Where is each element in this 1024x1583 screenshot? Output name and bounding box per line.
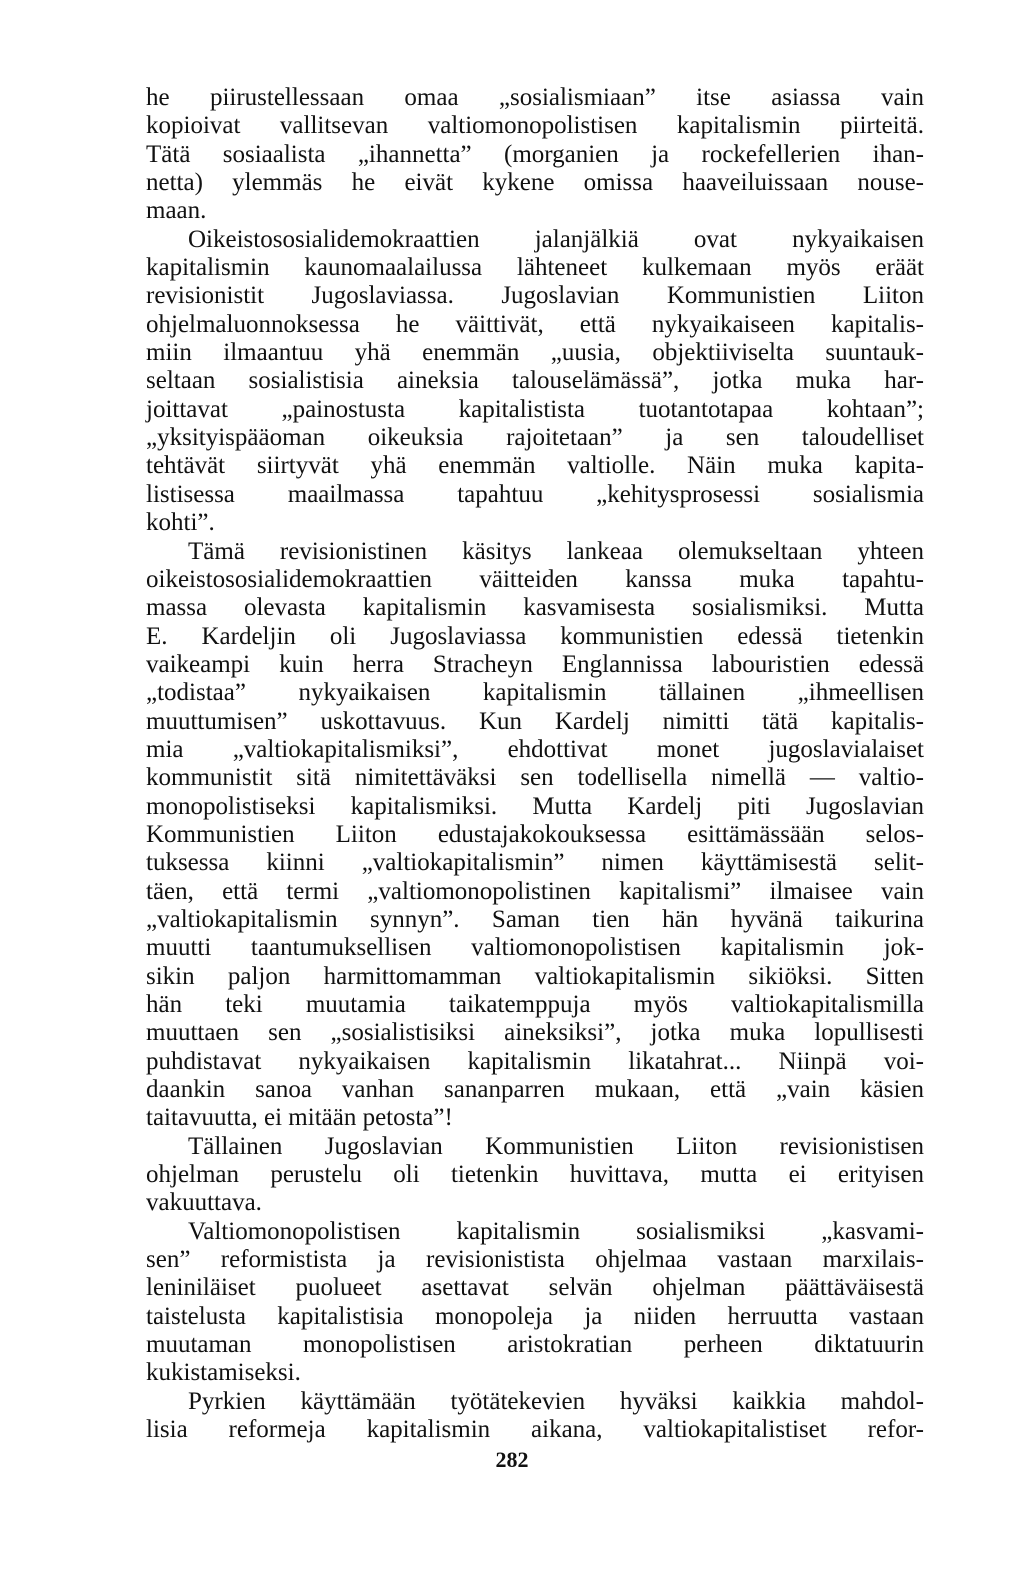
text-line: vaikeampi kuin herra Stracheyn Englannissa labouristien edessä xyxy=(146,650,924,678)
text-line: Oikeistososialidemokraattien jalanjälkiä ovat nykyaikaisen xyxy=(188,225,924,253)
text-line: vakuuttava. xyxy=(146,1189,262,1217)
text-line: seltaan sosialistisia aineksia talouselämässä”, jotka muka har- xyxy=(146,367,924,395)
text-line: taitavuutta, ei mitään petosta”! xyxy=(146,1104,453,1132)
text-line: oikeistososialidemokraattien väitteiden kanssa muka tapahtu- xyxy=(146,565,924,593)
text-line: „valtiokapitalismin synnyn”. Saman tien hän hyvänä taikurina xyxy=(146,905,924,933)
text-line: Kommunistien Liiton edustajakokouksessa esittämässään selos- xyxy=(146,820,924,848)
text-line: kapitalismin kaunomaalailussa lähteneet kulkemaan myös eräät xyxy=(146,254,924,282)
text-line: tuksessa kiinni „valtiokapitalismin” nimen käyttämisestä selit- xyxy=(146,849,924,877)
text-line: listisessa maailmassa tapahtuu „kehitysprosessi sosialismia xyxy=(146,480,924,508)
text-line: ohjelmaluonnoksessa he väittivät, että nykyaikaiseen kapitalis- xyxy=(146,310,924,338)
text-line: maan. xyxy=(146,197,207,225)
text-line: Tämä revisionistinen käsitys lankeaa olemukseltaan yhteen xyxy=(188,537,924,565)
text-line: „yksityispääoman oikeuksia rajoitetaan” ja sen taloudelliset xyxy=(146,424,924,452)
text-line: revisionistit Jugoslaviassa. Jugoslavian Kommunistien Liiton xyxy=(146,282,924,310)
page-body-text xyxy=(146,84,924,1445)
page-number: 282 xyxy=(495,1447,529,1472)
text-line: E. Kardeljin oli Jugoslaviassa kommunistien edessä tietenkin xyxy=(146,622,924,650)
text-line: he piirustellessaan omaa „sosialismiaan” itse asiassa vain xyxy=(146,84,924,111)
text-line: joittavat „painostusta kapitalistista tuotantotapaa kohtaan”; xyxy=(146,395,924,423)
text-line: sen” reformistista ja revisionistista ohjelmaa vastaan marxilais- xyxy=(146,1246,924,1274)
text-line: täen, että termi „valtiomonopolistinen kapitalismi” ilmaisee vain xyxy=(146,877,924,905)
text-line: kohti”. xyxy=(146,509,215,537)
text-line: leniniläiset puolueet asettavat selvän ohjelman päättäväisestä xyxy=(146,1274,924,1302)
text-line: mia „valtiokapitalismiksi”, ehdottivat monet jugoslavialaiset xyxy=(146,735,924,763)
text-line: Tällainen Jugoslavian Kommunistien Liiton revisionistisen xyxy=(188,1132,924,1160)
text-line: Pyrkien käyttämään työtätekevien hyväksi kaikkia mahdol- xyxy=(188,1387,924,1415)
text-line: kommunistit sitä nimitettäväksi sen todellisella nimellä — valtio- xyxy=(146,764,924,792)
text-line: miin ilmaantuu yhä enemmän „uusia, objektiiviselta suuntauk- xyxy=(146,339,924,367)
text-line: kukistamiseksi. xyxy=(146,1359,301,1387)
text-line: taistelusta kapitalistisia monopoleja ja niiden herruutta vastaan xyxy=(146,1302,924,1330)
text-line: netta) ylemmäs he eivät kykene omissa haaveiluissaan nouse- xyxy=(146,169,924,197)
text-line: massa olevasta kapitalismin kasvamisesta sosialismiksi. Mutta xyxy=(146,594,924,622)
text-line: hän teki muutamia taikatemppuja myös valtiokapitalismilla xyxy=(146,991,924,1018)
text-line: lisia reformeja kapitalismin aikana, valtiokapitalistiset refor- xyxy=(146,1416,924,1444)
text-line: puhdistavat nykyaikaisen kapitalismin likatahrat... Niinpä voi- xyxy=(146,1047,924,1075)
text-line: ohjelman perustelu oli tietenkin huvittava, mutta ei erityisen xyxy=(146,1161,924,1189)
text-line: muutti taantumuksellisen valtiomonopolistisen kapitalismin jok- xyxy=(146,934,924,962)
text-line: Tätä sosiaalista „ihannetta” (morganien ja rockefellerien ihan- xyxy=(146,140,924,168)
text-line: muuttumisen” uskottavuus. Kun Kardelj nimitti tätä kapitalis- xyxy=(146,707,924,735)
text-line: sikin paljon harmittomamman valtiokapitalismin sikiöksi. Sitten xyxy=(146,962,924,990)
text-line: muutaman monopolistisen aristokratian perheen diktatuurin xyxy=(146,1331,924,1359)
text-line: muuttaen sen „sosialistisiksi aineksiksi”, jotka muka lopullisesti xyxy=(146,1019,924,1047)
text-line: monopolistiseksi kapitalismiksi. Mutta Kardelj piti Jugoslavian xyxy=(146,792,924,820)
text-line: kopioivat vallitsevan valtiomonopolistisen kapitalismin piirteitä. xyxy=(146,112,924,140)
text-line: tehtävät siirtyvät yhä enemmän valtiolle. Näin muka kapita- xyxy=(146,452,924,480)
text-line: „todistaa” nykyaikaisen kapitalismin tällainen „ihmeellisen xyxy=(146,679,924,707)
text-line: daankin sanoa vanhan sananparren mukaan, että „vain käsien xyxy=(146,1076,924,1104)
text-line: Valtiomonopolistisen kapitalismin sosialismiksi „kasvami- xyxy=(188,1217,924,1245)
